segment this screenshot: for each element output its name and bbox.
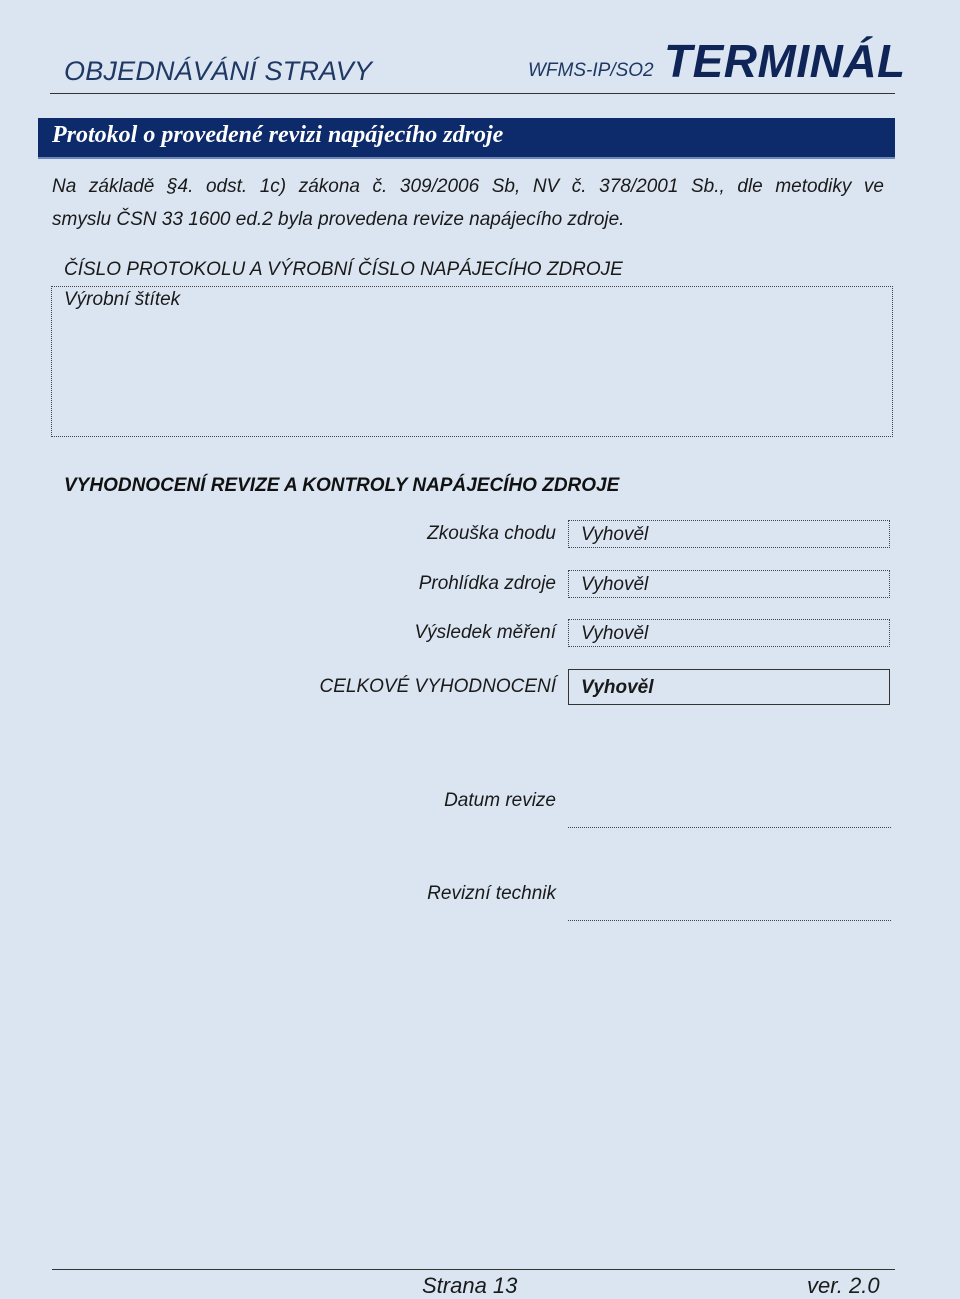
measurement-result-field[interactable]: Vyhověl bbox=[568, 619, 890, 647]
nameplate-label: Výrobní štítek bbox=[64, 289, 181, 310]
measurement-label: Výsledek měření bbox=[414, 622, 556, 643]
header-title: OBJEDNÁVÁNÍ STRAVY bbox=[64, 56, 373, 86]
intro-line-1: Na základě §4. odst. 1c) zákona č. 309/2006 Sb, NV č. 378/2001 Sb., dle metodiky ve bbox=[52, 176, 884, 197]
technician-label: Revizní technik bbox=[427, 883, 556, 904]
technician-line[interactable] bbox=[568, 920, 891, 921]
protocol-section-heading: ČÍSLO PROTOKOLU A VÝROBNÍ ČÍSLO NAPÁJECÍHO ZDROJE bbox=[64, 259, 623, 280]
intro-line-2: smyslu ČSN 33 1600 ed.2 byla provedena revize napájecího zdroje. bbox=[52, 209, 625, 230]
overall-evaluation-field[interactable]: Vyhověl bbox=[568, 669, 890, 705]
header-divider bbox=[50, 93, 895, 94]
revision-date-line[interactable] bbox=[568, 827, 891, 828]
document-version: ver. 2.0 bbox=[807, 1273, 880, 1298]
run-test-result-field[interactable]: Vyhověl bbox=[568, 520, 890, 548]
header-code: WFMS-IP/SO2 bbox=[528, 60, 654, 81]
footer-divider bbox=[52, 1269, 895, 1270]
nameplate-field[interactable] bbox=[51, 286, 893, 437]
overall-evaluation-label: CELKOVÉ VYHODNOCENÍ bbox=[319, 676, 556, 697]
revision-date-label: Datum revize bbox=[444, 790, 556, 811]
evaluation-section-heading: VYHODNOCENÍ REVIZE A KONTROLY NAPÁJECÍHO ZDROJE bbox=[64, 475, 620, 496]
inspection-result-field[interactable]: Vyhověl bbox=[568, 570, 890, 598]
intro-paragraph bbox=[52, 170, 884, 236]
header-brand: TERMINÁL bbox=[664, 35, 906, 87]
inspection-label: Prohlídka zdroje bbox=[418, 573, 556, 594]
run-test-label: Zkouška chodu bbox=[427, 523, 556, 544]
document-title-bar bbox=[38, 118, 895, 159]
document-title: Protokol o provedené revizi napájecího zdroje bbox=[52, 122, 504, 148]
page-number: Strana 13 bbox=[422, 1273, 518, 1298]
